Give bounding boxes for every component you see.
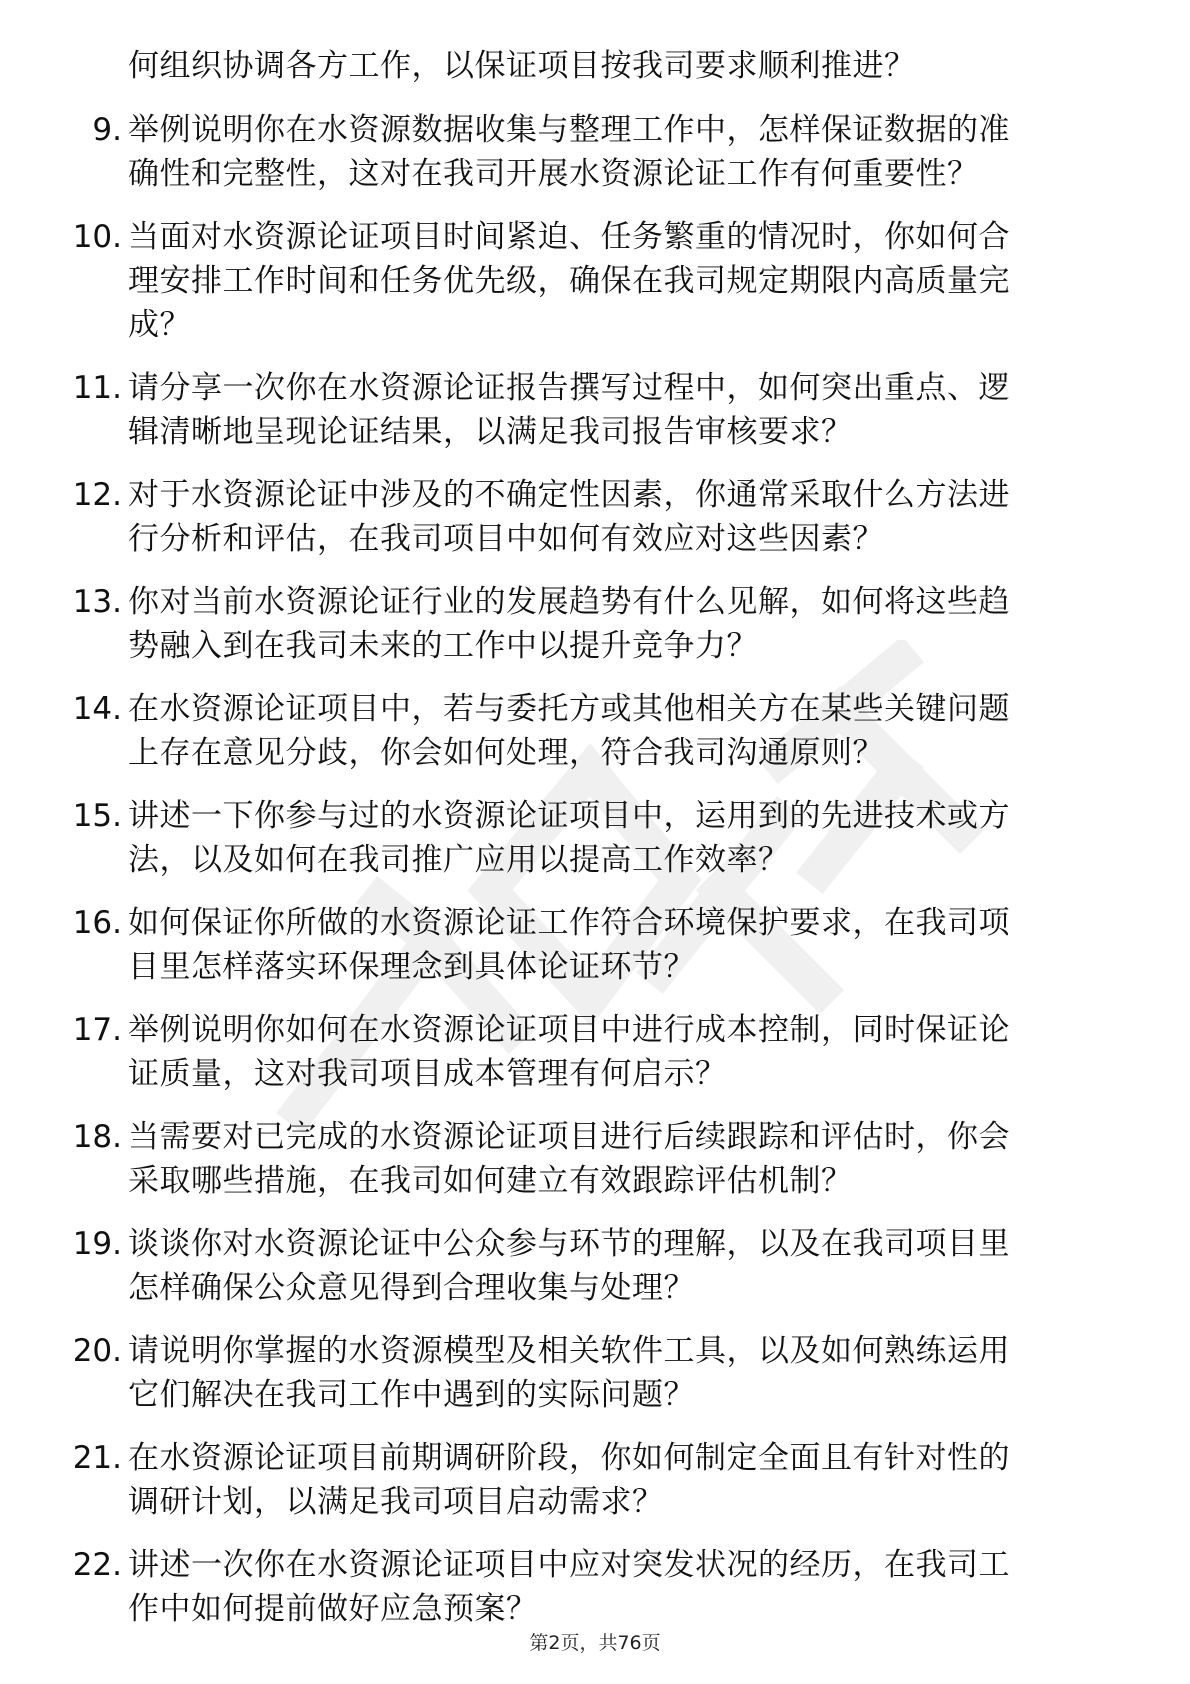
question-text-line: 上存在意见分歧，你会如何处理，符合我司沟通原则？ bbox=[128, 735, 884, 771]
question-text-line: 请说明你掌握的水资源模型及相关软件工具，以及如何熟练运用 bbox=[128, 1333, 1010, 1369]
question-text-line: 确性和完整性，这对在我司开展水资源论证工作有何重要性？ bbox=[128, 156, 979, 192]
question-text-line: 在水资源论证项目前期调研阶段，你如何制定全面且有针对性的 bbox=[128, 1440, 1010, 1476]
question-text-line: 你对当前水资源论证行业的发展趋势有什么见解，如何将这些趋 bbox=[128, 584, 1010, 620]
question-item bbox=[68, 1222, 1128, 1310]
question-number: 15. bbox=[72, 798, 122, 834]
question-text bbox=[128, 473, 1128, 561]
question-number: 17. bbox=[72, 1012, 122, 1048]
question-text-line: 行分析和评估，在我司项目中如何有效应对这些因素？ bbox=[128, 521, 884, 557]
question-text bbox=[128, 1543, 1128, 1631]
question-text-line: 当需要对已完成的水资源论证项目进行后续跟踪和评估时，你会 bbox=[128, 1119, 1010, 1155]
question-item bbox=[68, 1543, 1128, 1631]
question-text-line: 讲述一次你在水资源论证项目中应对突发状况的经历，在我司工 bbox=[128, 1547, 1010, 1583]
question-item bbox=[68, 1115, 1128, 1203]
question-number: 9. bbox=[92, 112, 122, 148]
question-text-line: 理安排工作时间和任务优先级，确保在我司规定期限内高质量完 bbox=[128, 263, 1010, 299]
question-text-line: 调研计划，以满足我司项目启动需求？ bbox=[128, 1484, 664, 1520]
question-text bbox=[128, 1222, 1128, 1310]
question-text-line: 采取哪些措施，在我司如何建立有效跟踪评估机制？ bbox=[128, 1163, 853, 1199]
question-number: 22. bbox=[72, 1547, 122, 1583]
question-text-line: 在水资源论证项目中，若与委托方或其他相关方在某些关键问题 bbox=[128, 691, 1010, 727]
question-text bbox=[128, 794, 1128, 882]
question-text bbox=[128, 1329, 1128, 1417]
question-text-line: 对于水资源论证中涉及的不确定性因素，你通常采取什么方法进 bbox=[128, 477, 1010, 513]
question-text bbox=[128, 1436, 1128, 1524]
question-text-line: 举例说明你如何在水资源论证项目中进行成本控制，同时保证论 bbox=[128, 1012, 1010, 1048]
question-text-line: 成？ bbox=[128, 307, 191, 343]
question-number: 13. bbox=[72, 584, 122, 620]
question-text-line: 目里怎样落实环保理念到具体论证环节？ bbox=[128, 949, 695, 985]
question-text-line: 讲述一下你参与过的水资源论证项目中，运用到的先进技术或方 bbox=[128, 798, 1010, 834]
question-text bbox=[128, 687, 1128, 775]
question-number: 19. bbox=[72, 1226, 122, 1262]
question-text-line: 势融入到在我司未来的工作中以提升竞争力？ bbox=[128, 628, 758, 664]
question-text bbox=[128, 901, 1128, 989]
question-number: 16. bbox=[72, 905, 122, 941]
question-text-line: 怎样确保公众意见得到合理收集与处理？ bbox=[128, 1270, 695, 1306]
question-text-line: 请分享一次你在水资源论证报告撰写过程中，如何突出重点、逻 bbox=[128, 370, 1010, 406]
question-text-line: 法，以及如何在我司推广应用以提高工作效率？ bbox=[128, 842, 790, 878]
question-item bbox=[68, 215, 1128, 347]
question-number: 21. bbox=[72, 1440, 122, 1476]
question-text bbox=[128, 1115, 1128, 1203]
question-text-line: 举例说明你在水资源数据收集与整理工作中，怎样保证数据的准 bbox=[128, 112, 1010, 148]
question-item bbox=[68, 1436, 1128, 1524]
question-item bbox=[68, 366, 1128, 454]
question-text-line: 辑清晰地呈现论证结果，以满足我司报告审核要求？ bbox=[128, 414, 853, 450]
question-text-line: 它们解决在我司工作中遇到的实际问题？ bbox=[128, 1377, 695, 1413]
question-number: 18. bbox=[72, 1119, 122, 1155]
continuation-text: 何组织协调各方工作，以保证项目按我司要求顺利推进？ bbox=[128, 48, 916, 84]
question-text bbox=[128, 215, 1128, 347]
question-text bbox=[128, 580, 1128, 668]
question-item bbox=[68, 108, 1128, 196]
question-item bbox=[68, 687, 1128, 775]
question-number: 14. bbox=[72, 691, 122, 727]
question-text bbox=[128, 1008, 1128, 1096]
question-text bbox=[128, 366, 1128, 454]
question-item bbox=[68, 794, 1128, 882]
question-number: 12. bbox=[72, 477, 122, 513]
question-text bbox=[128, 108, 1128, 196]
question-number: 20. bbox=[72, 1333, 122, 1369]
question-text-line: 谈谈你对水资源论证中公众参与环节的理解，以及在我司项目里 bbox=[128, 1226, 1010, 1262]
question-item bbox=[68, 473, 1128, 561]
question-number: 11. bbox=[72, 370, 122, 406]
question-item bbox=[68, 580, 1128, 668]
question-list bbox=[68, 44, 1128, 1650]
question-item bbox=[68, 1329, 1128, 1417]
question-item bbox=[68, 1008, 1128, 1096]
question-text-line: 如何保证你所做的水资源论证工作符合环境保护要求，在我司项 bbox=[128, 905, 1010, 941]
question-text-line: 证质量，这对我司项目成本管理有何启示？ bbox=[128, 1056, 727, 1092]
question-text-line: 作中如何提前做好应急预案？ bbox=[128, 1591, 538, 1627]
page-number-footer: 第2页，共76页 bbox=[529, 1632, 661, 1654]
question-text-line: 当面对水资源论证项目时间紧迫、任务繁重的情况时，你如何合 bbox=[128, 219, 1010, 255]
question-item bbox=[68, 901, 1128, 989]
question-number: 10. bbox=[72, 219, 122, 255]
